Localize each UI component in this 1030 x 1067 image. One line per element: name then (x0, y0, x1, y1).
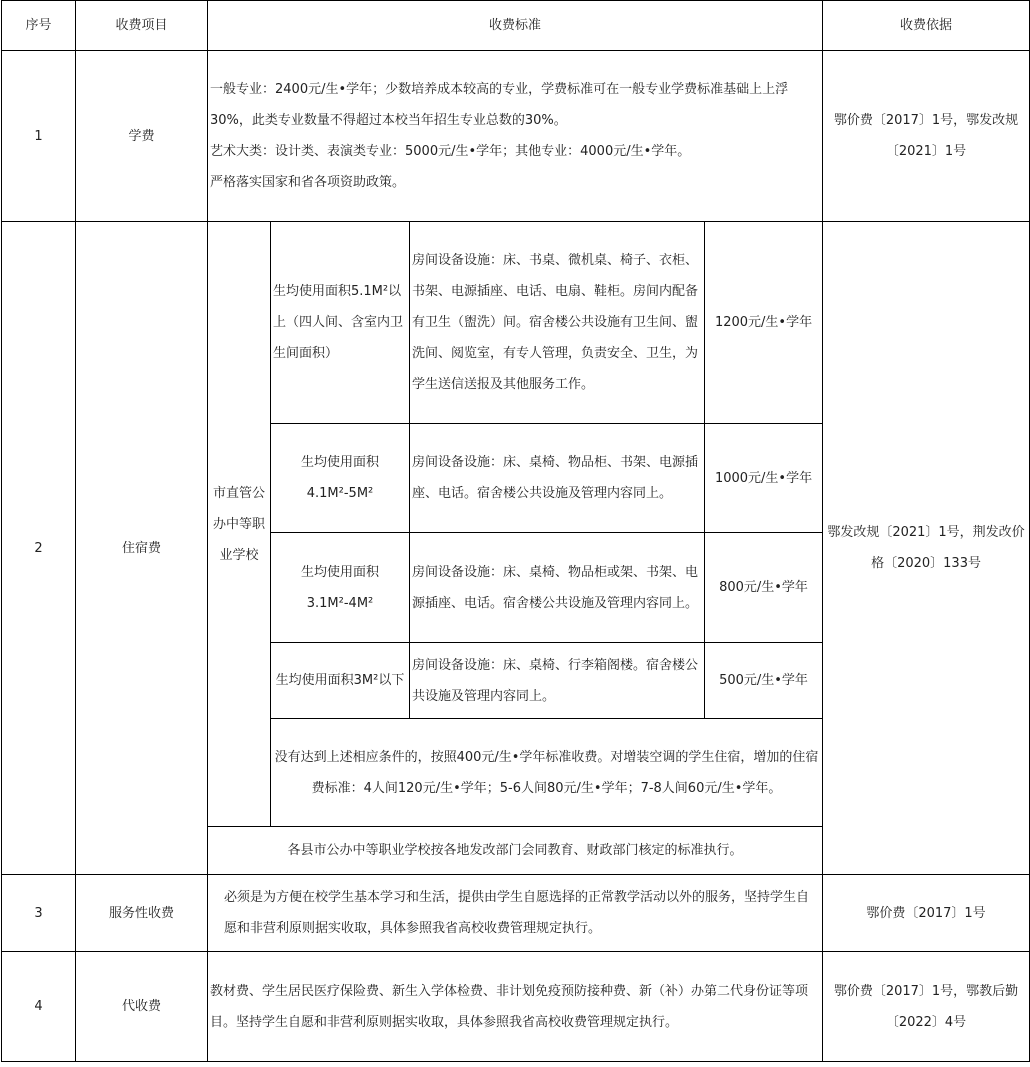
header-row (2, 1, 1030, 51)
other-dorm-standard: 没有达到上述相应条件的，按照400元/生•学年标准收费。对增装空调的学生住宿，增加的住宿费标准：4人间120元/生•学年；5-6人间80元/生•学年；7-8人间60元/生•学年。 (271, 719, 823, 827)
facility-description: 房间设备设施：床、桌椅、行李箱阁楼。宿舍楼公共设施及管理内容同上。 (410, 643, 705, 719)
header-standard: 收费标准 (208, 1, 823, 51)
fee-basis: 鄂发改规〔2021〕1号，荆发改价格〔2020〕133号 (823, 222, 1030, 875)
fee-item: 学费 (76, 51, 208, 222)
area-standard: 生均使用面积3.1M²-4M² (271, 533, 410, 643)
standard-paragraph: 严格落实国家和省各项资助政策。 (210, 175, 406, 190)
fee-item: 住宿费 (76, 222, 208, 875)
row-number: 3 (2, 875, 76, 952)
fee-table (1, 0, 1030, 1062)
dorm-price: 500元/生•学年 (705, 643, 823, 719)
area-standard: 生均使用面积4.1M²-5M² (271, 424, 410, 533)
facility-description: 房间设备设施：床、桌椅、物品柜或架、书架、电源插座、电话。宿舍楼公共设施及管理内容同上。 (410, 533, 705, 643)
county-school-standard: 各县市公办中等职业学校按各地发改部门会同教育、财政部门核定的标准执行。 (208, 827, 823, 875)
fee-standard: 教材费、学生居民医疗保险费、新生入学体检费、非计划免疫预防接种费、新（补）办第二代身份证等项目。坚持学生自愿和非营利原则据实收取，具体参照我省高校收费管理规定执行。 (208, 952, 823, 1062)
table-row (2, 875, 1030, 952)
header-item: 收费项目 (76, 1, 208, 51)
fee-basis: 鄂价费〔2017〕1号，鄂教后勤〔2022〕4号 (823, 952, 1030, 1062)
table-row (2, 222, 1030, 424)
dorm-price: 1200元/生•学年 (705, 222, 823, 424)
standard-paragraph: 一般专业：2400元/生•学年；少数培养成本较高的专业，学费标准可在一般专业学费标准基础上上浮30%，此类专业数量不得超过本校当年招生专业总数的30%。 (210, 82, 789, 128)
standard-paragraph: 艺术大类：设计类、表演类专业：5000元/生•学年；其他专业：4000元/生•学年。 (210, 144, 691, 159)
fee-item: 代收费 (76, 952, 208, 1062)
dorm-price: 1000元/生•学年 (705, 424, 823, 533)
school-group: 市直管公办中等职业学校 (208, 222, 271, 827)
header-no: 序号 (2, 1, 76, 51)
fee-item: 服务性收费 (76, 875, 208, 952)
fee-basis: 鄂价费〔2017〕1号 (823, 875, 1030, 952)
fee-standard (208, 51, 823, 222)
fee-standard: 必须是为方便在校学生基本学习和生活，提供由学生自愿选择的正常教学活动以外的服务，坚持学生自愿和非营利原则据实收取，具体参照我省高校收费管理规定执行。 (208, 875, 823, 952)
table-row (2, 51, 1030, 222)
facility-description: 房间设备设施：床、桌椅、物品柜、书架、电源插座、电话。宿舍楼公共设施及管理内容同上。 (410, 424, 705, 533)
row-number: 1 (2, 51, 76, 222)
facility-description: 房间设备设施：床、书桌、微机桌、椅子、衣柜、书架、电源插座、电话、电扇、鞋柜。房间内配备有卫生（盥洗）间。宿舍楼公共设施有卫生间、盥洗间、阅览室，有专人管理，负责安全、卫生，为学生送信送报及其他服务工作。 (410, 222, 705, 424)
area-standard: 生均使用面积3M²以下 (271, 643, 410, 719)
row-number: 2 (2, 222, 76, 875)
header-basis: 收费依据 (823, 1, 1030, 51)
fee-basis: 鄂价费〔2017〕1号，鄂发改规〔2021〕1号 (823, 51, 1030, 222)
area-standard: 生均使用面积5.1M²以上（四人间、含室内卫生间面积） (271, 222, 410, 424)
row-number: 4 (2, 952, 76, 1062)
table-row (2, 952, 1030, 1062)
dorm-price: 800元/生•学年 (705, 533, 823, 643)
